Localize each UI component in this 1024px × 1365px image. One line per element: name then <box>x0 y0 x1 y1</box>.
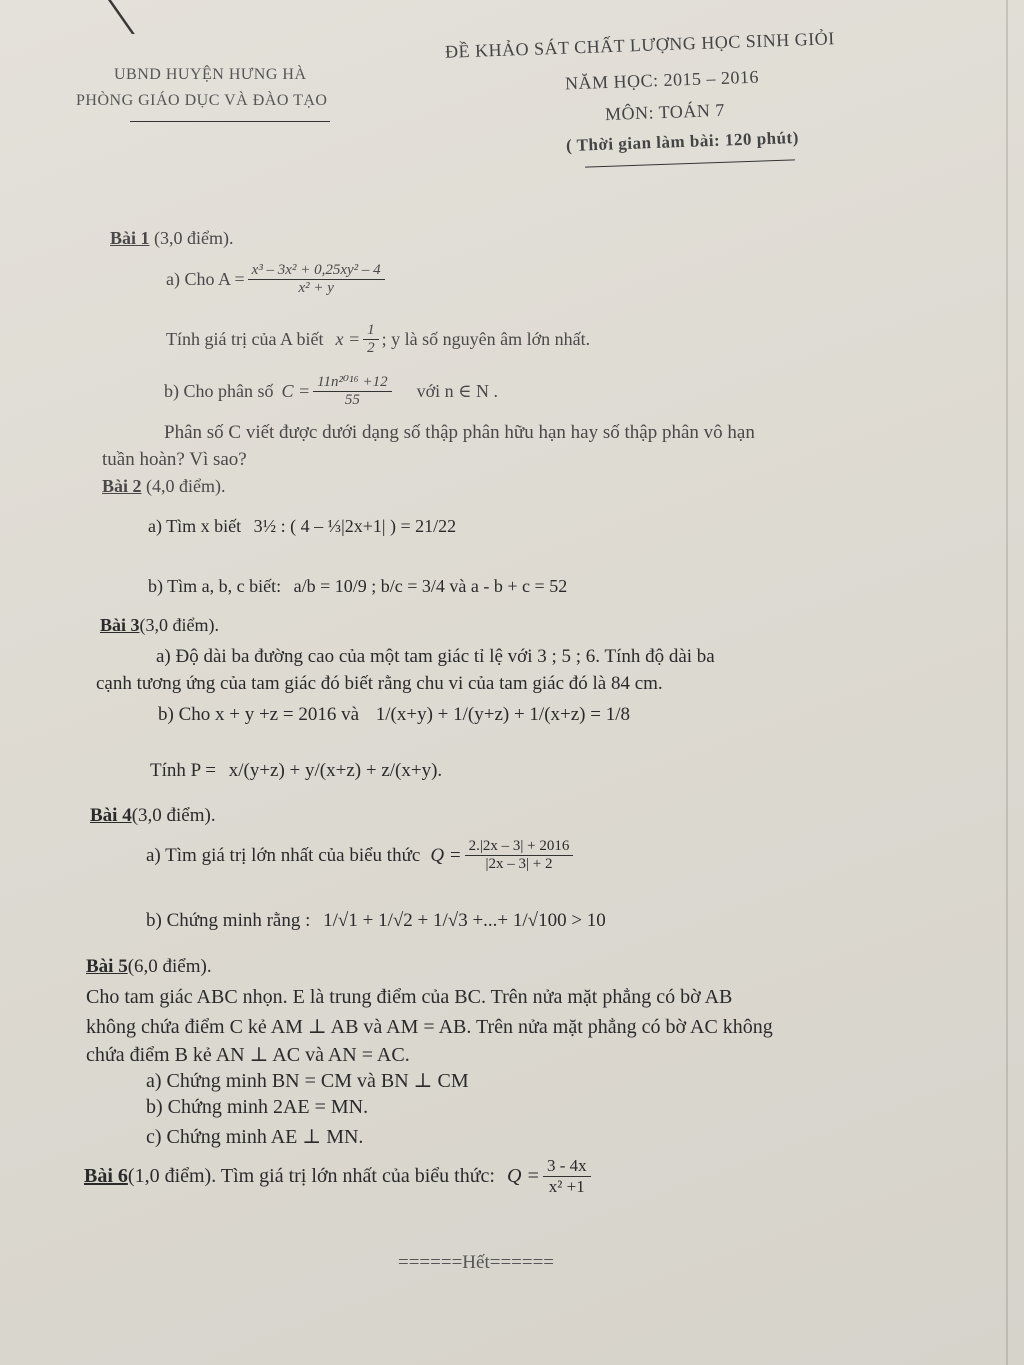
bai1-b <box>164 374 498 410</box>
bai6-fraction <box>543 1156 591 1196</box>
bai1-b-fraction <box>313 374 391 410</box>
bai2-points: (4,0 điểm). <box>141 476 226 496</box>
bai4-b <box>146 910 606 932</box>
paper-fold <box>1006 0 1008 1365</box>
bai5-a: a) Chứng minh BN = CM và BN ⊥ CM <box>146 1070 469 1092</box>
bai2-b <box>148 576 567 597</box>
bai1-a-num: x³ – 3x² + 0,25xy² – 4 <box>248 262 385 280</box>
org-underline <box>130 121 330 122</box>
bai5-para2: không chứa điểm C kẻ AM ⊥ AB và AM = AB. Trên nửa mặt phẳng có bờ AC không <box>86 1016 773 1038</box>
bai1-b-post: với n ∈ N . <box>416 381 498 402</box>
bai5-para1: Cho tam giác ABC nhọn. E là trung điểm của BC. Trên nửa mặt phẳng có bờ AB <box>86 986 733 1008</box>
bai2-b-label: b) Tìm a, b, c biết: <box>148 576 282 596</box>
bai3-a-line2: cạnh tương ứng của tam giác đó biết rằng chu vi của tam giác đó là 84 cm. <box>96 673 663 694</box>
bai4-heading <box>90 805 216 827</box>
bai2-heading <box>102 476 226 497</box>
bai1-a-x: x = <box>335 329 361 350</box>
bai3-b-p <box>150 760 442 782</box>
bai1-a <box>166 262 388 298</box>
bai3-b-p-expr: x/(y+z) + y/(x+z) + z/(x+y). <box>228 760 443 781</box>
bai3-b-label: b) Cho x + y +z = 2016 và <box>158 704 360 725</box>
bai3-b <box>158 704 630 726</box>
bai6-title: Bài 6 <box>84 1164 128 1187</box>
bai3-title: Bài 3 <box>100 615 140 635</box>
bai6-q: Q = <box>506 1164 540 1187</box>
bai4-points: (3,0 điểm). <box>131 805 216 826</box>
bai4-a-q: Q = <box>430 844 462 866</box>
bai3-a-line1: a) Độ dài ba đường cao của một tam giác tỉ lệ với 3 ; 5 ; 6. Tính độ dài ba <box>156 646 715 667</box>
bai4-a <box>146 838 576 874</box>
bai4-a-den: |2x – 3| + 2 <box>485 856 553 873</box>
bai5-title: Bài 5 <box>86 956 128 977</box>
bai1-a-x-den: 2 <box>367 340 375 357</box>
bai4-b-expr: 1/√1 + 1/√2 + 1/√3 +...+ 1/√100 > 10 <box>323 910 606 931</box>
bai2-a-expr: 3½ : ( 4 – ⅓|2x+1| ) = 21/22 <box>253 516 457 536</box>
bai1-a-den: x² + y <box>298 280 334 297</box>
bai1-a-line2-pre: Tính giá trị của A biết <box>166 329 324 350</box>
bai1-b-c: C = <box>281 381 311 402</box>
bai1-heading <box>110 228 234 249</box>
org-line2: PHÒNG GIÁO DỤC VÀ ĐÀO TẠO <box>76 92 328 109</box>
bai1-title: Bài 1 <box>110 228 150 248</box>
exam-time: ( Thời gian làm bài: 120 phút) <box>565 127 800 156</box>
bai5-heading <box>86 956 212 978</box>
bai1-a-x-num: 1 <box>363 322 379 340</box>
school-year: NĂM HỌC: 2015 – 2016 <box>564 66 760 94</box>
bai1-a-line2-post: ; y là số nguyên âm lớn nhất. <box>381 329 591 350</box>
bai4-b-label: b) Chứng minh rằng : <box>146 910 311 931</box>
subject: MÔN: TOÁN 7 <box>604 99 726 125</box>
bai3-b-expr: 1/(x+y) + 1/(y+z) + 1/(x+z) = 1/8 <box>375 704 631 725</box>
bai6-text: (1,0 điểm). Tìm giá trị lớn nhất của biểu thức: <box>127 1164 495 1187</box>
bai4-a-num: 2.|2x – 3| + 2016 <box>465 838 574 856</box>
bai3-points: (3,0 điểm). <box>139 615 219 635</box>
bai1-a-fraction <box>248 262 385 298</box>
bai6-num: 3 - 4x <box>543 1156 591 1177</box>
bai6-den: x² +1 <box>548 1176 585 1196</box>
bai1-b-question1: Phân số C viết được dưới dạng số thập phân hữu hạn hay số thập phân vô hạn <box>164 422 755 443</box>
bai4-a-fraction <box>465 838 574 874</box>
bai5-b: b) Chứng minh 2AE = MN. <box>146 1096 369 1118</box>
bai1-b-den: 55 <box>344 392 360 409</box>
exam-title: ĐỀ KHẢO SÁT CHẤT LƯỢNG HỌC SINH GIỎI <box>444 28 836 62</box>
bai1-b-label: b) Cho phân số <box>164 381 274 402</box>
bai2-a-label: a) Tìm x biết <box>148 516 242 536</box>
bai2-a <box>148 516 456 537</box>
pencil-mark <box>78 0 135 34</box>
bai1-a-x-fraction <box>363 322 379 358</box>
bai5-c: c) Chứng minh AE ⊥ MN. <box>146 1126 364 1148</box>
bai1-points: (3,0 điểm). <box>149 228 234 248</box>
footer-end: ======Hết====== <box>398 1252 555 1273</box>
bai1-a-label: a) Cho A = <box>166 269 245 290</box>
bai3-heading <box>100 615 219 636</box>
org-line1: UBND HUYỆN HƯNG HÀ <box>114 66 307 83</box>
bai1-b-num: 11n²⁰¹⁶ +12 <box>313 374 391 392</box>
bai5-points: (6,0 điểm). <box>127 956 212 977</box>
bai3-b-p-label: Tính P = <box>150 760 216 781</box>
bai1-b-question2: tuần hoàn? Vì sao? <box>102 449 247 470</box>
bai4-title: Bài 4 <box>90 805 132 826</box>
bai1-a-line2 <box>166 322 590 358</box>
bai4-a-label: a) Tìm giá trị lớn nhất của biểu thức <box>146 844 421 866</box>
time-underline <box>585 159 795 167</box>
bai2-title: Bài 2 <box>102 476 142 496</box>
bai5-para3: chứa điểm B kẻ AN ⊥ AC và AN = AC. <box>86 1044 410 1066</box>
bai2-b-expr: a/b = 10/9 ; b/c = 3/4 và a - b + c = 52 <box>293 576 568 596</box>
bai6 <box>84 1156 594 1196</box>
